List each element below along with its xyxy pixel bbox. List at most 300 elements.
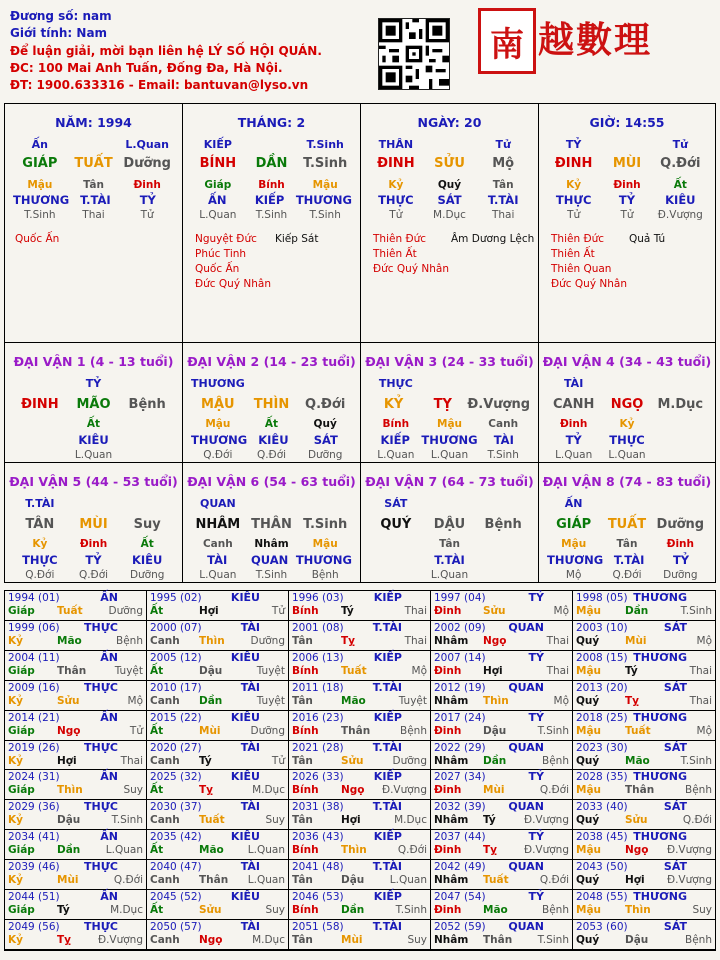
year-stem: Kỷ	[8, 934, 23, 947]
year-label: 2028 (35)	[576, 771, 628, 784]
pillar-value: MÃO	[76, 397, 111, 412]
pillar-row	[547, 497, 707, 510]
pillar-value: ẤN	[564, 497, 583, 510]
year-branch: Dậu	[57, 814, 81, 827]
year-cell	[5, 860, 147, 890]
year-phase: Mộ	[127, 694, 143, 707]
pillar-value: SÁT	[437, 193, 462, 207]
pillar-row	[547, 433, 707, 447]
year-branch: Dần	[199, 694, 223, 707]
year-label: 2013 (20)	[576, 681, 628, 694]
year-phase: Mộ	[553, 605, 569, 617]
pillar-value: L.Quan	[608, 449, 646, 461]
pillar-title: NGÀY: 20	[417, 115, 482, 130]
year-branch: Dần	[341, 904, 365, 917]
pillar-value: T.Sinh	[306, 138, 344, 151]
header-line: Để luận giải, mời bạn liên hệ LÝ SỐ HỘI QUÁN.	[10, 43, 322, 58]
year-stem: Quý	[576, 754, 600, 767]
pillar-value: NGỌ	[610, 397, 644, 412]
year-cell	[573, 860, 715, 890]
pillar-value: TUẤT	[607, 517, 647, 532]
year-cell	[289, 591, 431, 621]
pillar-value: DẦN	[255, 156, 288, 171]
year-star: SÁT	[663, 620, 687, 634]
year-branch: Tý	[483, 814, 496, 827]
daivan-cell	[360, 342, 538, 462]
year-cell	[431, 860, 573, 890]
pillar-value: THƯƠNG	[191, 433, 248, 447]
year-cell	[5, 651, 147, 681]
year-star: KIẾP	[373, 770, 402, 784]
header-line: Giới tính: Nam	[10, 26, 108, 41]
daivan-title: ĐẠI VẬN 1 (4 - 13 tuổi)	[13, 354, 174, 369]
pillar-row	[369, 179, 530, 191]
year-stem: Nhâm	[434, 814, 469, 827]
pillar-value: GIÁP	[556, 517, 592, 532]
pillar-value: TỶ	[565, 138, 582, 151]
year-label: 2012 (19)	[434, 681, 486, 694]
year-label: 2040 (47)	[150, 861, 202, 874]
year-label: 2020 (27)	[150, 741, 202, 754]
year-cell	[5, 591, 147, 621]
year-cell	[5, 621, 147, 651]
year-stem: Tân	[292, 754, 313, 767]
year-branch: Tý	[57, 904, 70, 917]
year-star: QUAN	[508, 860, 544, 874]
year-cell	[147, 920, 289, 950]
year-branch: Tuất	[341, 664, 367, 677]
year-branch: Sửu	[625, 814, 648, 827]
year-cell	[5, 741, 147, 771]
year-stem: Tân	[292, 694, 313, 707]
year-label: 2027 (34)	[434, 771, 486, 784]
pillar-row	[191, 569, 352, 581]
year-label: 2047 (54)	[434, 891, 486, 904]
year-phase: Tử	[271, 605, 285, 617]
year-phase: Bệnh	[400, 724, 427, 737]
year-cell	[431, 681, 573, 711]
pillar-row	[369, 418, 530, 430]
year-star: THỰC	[84, 740, 118, 754]
pillar-value: MÙI	[612, 156, 642, 171]
year-label: 2051 (58)	[292, 921, 344, 934]
year-phase: Dưỡng	[250, 724, 285, 737]
year-phase: Đ.Vượng	[666, 844, 712, 857]
year-cell	[431, 621, 573, 651]
year-label: 2015 (22)	[150, 711, 202, 724]
year-cell	[147, 830, 289, 860]
year-star: KIÊU	[230, 710, 260, 724]
year-phase: Suy	[407, 934, 427, 947]
pillar-value: THỰC	[609, 433, 645, 447]
year-star: THƯƠNG	[633, 591, 687, 604]
year-stem: Ất	[150, 605, 164, 617]
pillar-row	[547, 193, 707, 207]
pillar-value	[120, 449, 174, 461]
pillar-value: Giáp	[204, 179, 232, 191]
year-star: TÀI	[240, 740, 260, 754]
pillar-value: THƯƠNG	[191, 377, 245, 390]
pillar-value: Đinh	[79, 538, 108, 550]
year-phase: Dưỡng	[108, 605, 143, 617]
pillar-value: Bệnh	[484, 517, 522, 532]
year-branch: Dần	[483, 754, 507, 767]
star-label: Thiên Đức	[551, 233, 605, 245]
year-phase: Thai	[120, 754, 143, 767]
year-cell	[573, 711, 715, 741]
year-phase: T.Sinh	[537, 724, 569, 737]
year-phase: Q.Đới	[397, 844, 427, 857]
year-cell	[573, 741, 715, 771]
pillar-row	[191, 449, 352, 461]
pillar-row	[547, 517, 707, 532]
year-star: KIÊU	[230, 830, 260, 844]
year-label: 2014 (21)	[8, 711, 60, 724]
year-phase: Bệnh	[542, 904, 569, 917]
year-label: 2008 (15)	[576, 651, 628, 664]
year-label: 2033 (40)	[576, 801, 628, 814]
year-label: 2011 (18)	[292, 681, 344, 694]
year-label: 2041 (48)	[292, 861, 344, 874]
year-star: THƯƠNG	[633, 770, 687, 784]
year-phase: Thai	[404, 634, 427, 647]
year-branch: Sửu	[483, 605, 506, 617]
year-stem: Mậu	[576, 605, 602, 617]
pillar-value: SÁT	[313, 433, 338, 447]
year-cell	[431, 890, 573, 920]
pillar-value: THƯƠNG	[547, 553, 604, 567]
year-cell	[573, 890, 715, 920]
pillar-value: ĐINH	[377, 156, 415, 171]
year-star: THỰC	[84, 680, 118, 694]
pillar-value: Q.Đới	[660, 156, 701, 171]
pillar-value: THƯƠNG	[295, 553, 352, 567]
year-cell	[573, 770, 715, 800]
year-stem: Mậu	[576, 664, 602, 677]
year-star: KIẾP	[373, 650, 402, 664]
pillar-value	[245, 497, 299, 510]
year-cell	[5, 920, 147, 950]
pillar-value: Tử	[140, 209, 154, 221]
pillar-value	[120, 377, 174, 390]
pillar-value: Mậu	[312, 538, 338, 550]
pillar-value: THỰC	[555, 193, 592, 207]
year-star: THƯƠNG	[633, 890, 687, 904]
pillar-row	[13, 377, 174, 390]
year-branch: Mùi	[57, 874, 79, 887]
pillar-value	[654, 377, 707, 390]
year-star: T.TÀI	[372, 800, 402, 814]
year-stem: Giáp	[8, 605, 35, 617]
pillar-row	[13, 553, 174, 567]
pillar-value	[423, 377, 477, 390]
year-stem: Bính	[292, 605, 319, 617]
year-branch: Thân	[625, 784, 655, 797]
year-branch: Hợi	[341, 814, 361, 827]
year-cell	[431, 920, 573, 950]
pillar-value: MÙI	[79, 517, 108, 532]
pillar-row	[13, 433, 174, 447]
pillar-value: T.TÀI	[613, 553, 645, 567]
year-stem: Canh	[150, 634, 180, 647]
year-star: T.TÀI	[372, 680, 402, 694]
year-stem: Bính	[292, 664, 319, 677]
year-branch: Dần	[625, 605, 649, 617]
year-phase: Q.Đới	[539, 784, 569, 797]
year-cell	[289, 651, 431, 681]
pillar-value: Q.Đới	[305, 397, 346, 412]
year-cell	[573, 681, 715, 711]
pillar-value: TÀI	[564, 377, 584, 390]
year-label: 1995 (02)	[150, 592, 202, 604]
pillar-row	[547, 418, 707, 430]
year-cell	[289, 830, 431, 860]
year-stem: Kỷ	[8, 694, 23, 707]
brand-logo-text: 越數理	[538, 19, 653, 61]
pillar-value: Thai	[82, 209, 105, 221]
year-label: 2048 (55)	[576, 891, 628, 904]
pillar-value: Dưỡng	[123, 156, 171, 171]
year-branch: Mão	[625, 754, 650, 767]
pillar-row	[13, 517, 174, 532]
pillar-row	[547, 569, 707, 581]
pillar-title: NĂM: 1994	[55, 115, 132, 130]
year-cell	[289, 860, 431, 890]
year-branch: Thìn	[57, 784, 83, 797]
year-label: 1994 (01)	[8, 592, 60, 604]
year-cell	[5, 830, 147, 860]
year-branch: Hợi	[57, 754, 77, 767]
year-star: TỶ	[528, 710, 544, 724]
year-stem: Bính	[292, 784, 319, 797]
year-cell	[431, 711, 573, 741]
year-cell	[147, 681, 289, 711]
pillar-value: T.Sinh	[255, 209, 288, 221]
pillar-value	[423, 497, 477, 510]
pillar-row	[191, 433, 352, 447]
year-branch: Thìn	[341, 844, 367, 857]
pillar-row	[369, 433, 530, 447]
pillar-value: Mậu	[561, 538, 587, 550]
year-phase: Thai	[546, 664, 569, 677]
year-label: 1996 (03)	[292, 592, 344, 604]
pillar-row	[191, 517, 352, 532]
pillar-value	[369, 569, 423, 581]
year-cell	[431, 800, 573, 830]
year-branch: Tuất	[199, 814, 225, 827]
pillar-value: DẬU	[433, 517, 466, 532]
year-stem: Canh	[150, 934, 180, 947]
year-star: QUAN	[508, 680, 544, 694]
pillar-value	[654, 418, 707, 430]
year-stem: Kỷ	[8, 754, 23, 767]
year-stem: Ất	[150, 844, 164, 857]
pillar-value: L.Quan	[430, 449, 469, 461]
pillar-row	[369, 449, 530, 461]
pillar-value: ĐINH	[554, 156, 593, 171]
year-cell	[147, 860, 289, 890]
daivan-cell	[538, 342, 715, 462]
year-branch: Dậu	[199, 664, 223, 677]
year-label: 1997 (04)	[434, 592, 486, 604]
pillar-value: THỰC	[378, 377, 413, 390]
pillar-value: TỶ	[139, 193, 156, 207]
year-branch: Thìn	[199, 634, 225, 647]
pillar-value: L.Quan	[74, 449, 113, 461]
year-stem: Nhâm	[434, 634, 469, 647]
year-branch: Hợi	[625, 874, 645, 887]
year-cell	[431, 770, 573, 800]
pillar-row	[369, 138, 530, 151]
year-cell	[5, 800, 147, 830]
pillar-value: T.TÀI	[434, 553, 465, 567]
header-line: ĐT: 1900.633316 - Email: bantuvan@lyso.vn	[10, 78, 309, 93]
pillar-value: Ấn	[31, 138, 49, 151]
year-phase: Dưỡng	[250, 634, 285, 647]
year-phase: Đ.Vượng	[381, 784, 427, 797]
pillar-row	[369, 517, 530, 532]
pillar-value: KIÊU	[131, 553, 163, 567]
year-label: 2053 (60)	[576, 921, 628, 934]
year-phase: T.Sinh	[111, 814, 143, 827]
year-phase: Đ.Vượng	[523, 844, 569, 857]
year-star: TÀI	[240, 680, 260, 694]
year-star: TỶ	[528, 650, 544, 664]
year-star: TÀI	[240, 920, 260, 934]
year-star: ẤN	[100, 710, 118, 724]
year-label: 2032 (39)	[434, 801, 486, 814]
pillar-value: KIẾP	[254, 193, 285, 207]
year-stem: Đinh	[434, 605, 462, 617]
pillar-row	[369, 553, 530, 567]
pillar-row	[13, 156, 174, 171]
year-star: TỶ	[528, 830, 544, 844]
year-label: 2016 (23)	[292, 711, 344, 724]
year-star: TỶ	[528, 770, 544, 784]
year-label: 2024 (31)	[8, 771, 60, 784]
pillar-value: T.Sinh	[255, 569, 288, 581]
year-phase: T.Sinh	[680, 754, 712, 767]
pillar-value: Tân	[616, 538, 638, 550]
year-stem: Quý	[576, 934, 600, 947]
year-label: 2031 (38)	[292, 801, 344, 814]
year-cell	[431, 830, 573, 860]
pillar-value: Mậu	[205, 418, 231, 430]
pillar-value: TỴ	[433, 397, 452, 412]
pillar-title: GIỜ: 14:55	[589, 115, 665, 130]
pillar-value: L.Quan	[430, 569, 469, 581]
pillar-value: NHÂM	[195, 517, 241, 532]
year-branch: Tỵ	[199, 784, 214, 797]
pillar-value: Ất	[673, 179, 687, 191]
pillar-value: Đinh	[133, 179, 161, 191]
pillar-value: Bệnh	[311, 569, 339, 581]
year-star: T.TÀI	[372, 620, 402, 634]
pillar-value: Mậu	[27, 179, 53, 191]
year-label: 2001 (08)	[292, 621, 344, 634]
pillar-value	[13, 449, 67, 461]
year-star: SÁT	[663, 920, 687, 934]
pillar-value	[245, 138, 299, 151]
pillar-title: THÁNG: 2	[237, 115, 306, 130]
pillar-value: THƯƠNG	[295, 193, 352, 207]
year-stem: Bính	[292, 844, 319, 857]
star-label: Nguyệt Đức	[195, 233, 257, 245]
year-label: 2010 (17)	[150, 681, 202, 694]
pillar-value: Tân	[439, 538, 460, 550]
year-stem: Giáp	[8, 664, 35, 677]
year-cell	[147, 711, 289, 741]
year-cell	[573, 621, 715, 651]
pillar-value: Ất	[86, 418, 101, 430]
year-branch: Mùi	[625, 634, 647, 647]
pillar-value: Ất	[264, 418, 279, 430]
year-star: KIÊU	[230, 591, 260, 604]
year-stem: Ất	[150, 664, 164, 677]
pillar-value: KIÊU	[665, 193, 696, 207]
pillars-panel	[4, 103, 716, 583]
year-label: 2039 (46)	[8, 861, 60, 874]
pillar-value	[654, 497, 707, 510]
year-star: TÀI	[240, 620, 260, 634]
pillar-value	[13, 377, 67, 390]
year-label: 2029 (36)	[8, 801, 60, 814]
year-phase: Dưỡng	[392, 754, 427, 767]
pillar-value: Kỷ	[32, 538, 48, 550]
pillar-row	[547, 553, 707, 567]
year-label: 2050 (57)	[150, 921, 202, 934]
pillar-value: Tử	[567, 209, 581, 221]
year-phase: Tử	[271, 754, 285, 767]
pillar-value: SÁT	[384, 497, 408, 510]
pillar-value	[476, 538, 530, 550]
header-info	[10, 8, 380, 94]
pillar-row	[547, 397, 707, 412]
year-phase: Suy	[123, 784, 143, 797]
year-star: KIẾP	[373, 830, 402, 844]
year-label: 2052 (59)	[434, 921, 486, 934]
pillar-row	[547, 138, 707, 151]
pillar-row	[13, 569, 174, 581]
year-branch: Sửu	[57, 694, 80, 707]
star-label: Quốc Ấn	[195, 263, 240, 275]
year-stem: Quý	[576, 694, 600, 707]
star-label: Âm Dương Lệch	[451, 233, 535, 245]
pillar-value: Mậu	[312, 179, 338, 191]
year-star: THƯƠNG	[633, 710, 687, 724]
pillar-value: Bính	[382, 418, 410, 430]
year-cell	[147, 651, 289, 681]
year-star: SÁT	[663, 740, 687, 754]
year-branch: Dần	[57, 844, 81, 857]
year-branch: Thân	[199, 874, 229, 887]
pillar-value	[13, 433, 67, 447]
daivan-title: ĐẠI VẬN 5 (44 - 53 tuổi)	[9, 474, 178, 489]
year-label: 2025 (32)	[150, 771, 202, 784]
pillar-row	[191, 193, 352, 207]
year-phase: Bệnh	[685, 934, 712, 947]
year-phase: Bệnh	[685, 784, 712, 797]
year-star: THỰC	[84, 860, 118, 874]
pillar-value: Đinh	[666, 538, 694, 550]
year-cell	[289, 681, 431, 711]
year-stem: Mậu	[576, 724, 602, 737]
year-branch: Mão	[199, 844, 224, 857]
pillar-value: Dưỡng	[663, 569, 698, 581]
pillar-row	[369, 538, 530, 550]
pillar-value: L.Quan	[555, 449, 593, 461]
year-star: TỶ	[528, 890, 544, 904]
